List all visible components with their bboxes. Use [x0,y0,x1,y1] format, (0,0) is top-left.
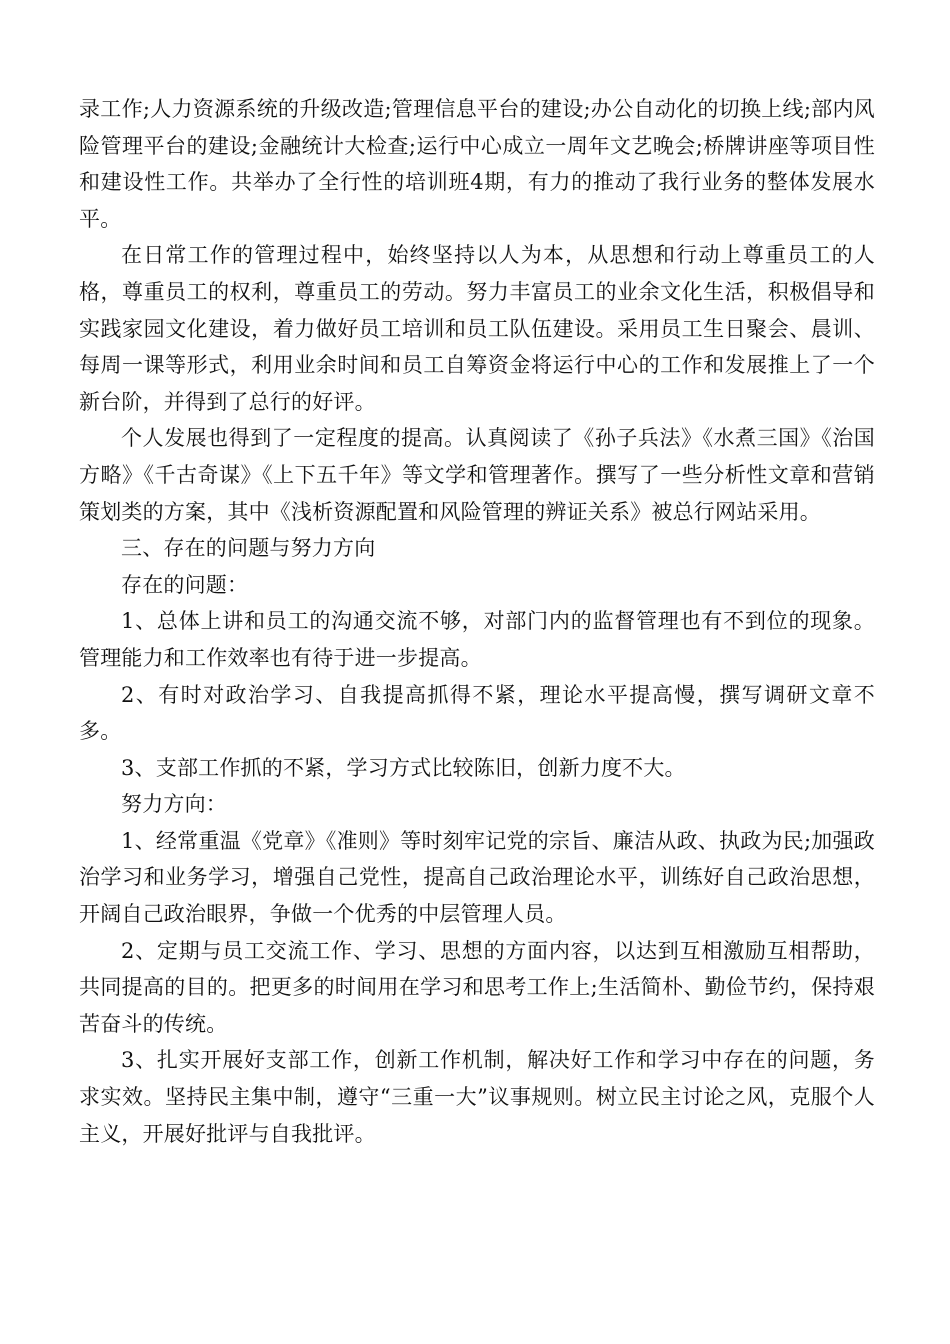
direction-item-3: 3、扎实开展好支部工作，创新工作机制，解决好工作和学习中存在的问题，务求实效。坚持民主集中制，遵守“三重一大”议事规则。树立民主讨论之风，克服个人主义，开展好批评与自我批评。 [79,1048,875,1146]
paragraph-daily-management: 在日常工作的管理过程中，始终坚持以人为本，从思想和行动上尊重员工的人格，尊重员工的权利，尊重员工的劳动。努力丰富员工的业余文化生活，积极倡导和实践家园文化建设，着力做好员工培训和员工队伍建设。采用员工生日聚会、晨训、每周一课等形式，利用业余时间和员工自筹资金将运行中心的工作和发展推上了一个新台阶，并得到了总行的好评。 [79,243,875,414]
direction-item-1: 1、经常重温《党章》《准则》等时刻牢记党的宗旨、廉洁从政、执政为民;加强政治学习和业务学习，增强自己党性，提高自己政治理论水平，训练好自己政治思想，开阔自己政治眼界，争做一个优秀的中层管理人员。 [79,828,875,927]
problem-item-3: 3、支部工作抓的不紧，学习方式比较陈旧，创新力度不大。 [121,755,686,780]
problem-item-2: 2、有时对政治学习、自我提高抓得不紧，理论水平提高慢，撰写调研文章不多。 [79,682,875,744]
paragraph-continued-work-list: 录工作;人力资源系统的升级改造;管理信息平台的建设;办公自动化的切换上线;部内风险管理平台的建设;金融统计大检查;运行中心成立一周年文艺晚会;桥牌讲座等项目性和建设性工作。共举办了全行性的培训班4期，有力的推动了我行业务的整体发展水平。 [79,97,875,231]
direction-item-2: 2、定期与员工交流工作、学习、思想的方面内容，以达到互相激励互相帮助，共同提高的目的。把更多的时间用在学习和思考工作上;生活简朴、勤俭节约，保持艰苦奋斗的传统。 [79,938,875,1036]
subheading-improvement-directions: 努力方向： [121,792,227,817]
section-heading-problems-and-directions: 三、存在的问题与努力方向 [121,536,376,561]
subheading-existing-problems: 存在的问题： [121,572,249,597]
document-body [79,91,875,1152]
problem-item-1: 1、总体上讲和员工的沟通交流不够，对部门内的监督管理也有不到位的现象。管理能力和工作效率也有待于进一步提高。 [79,609,875,670]
paragraph-personal-development: 个人发展也得到了一定程度的提高。认真阅读了《孙子兵法》《水煮三国》《治国方略》《千古奇谋》《上下五千年》等文学和管理著作。撰写了一些分析性文章和营销策划类的方案，其中《浅析资源配置和风险管理的辨证关系》被总行网站采用。 [79,426,875,524]
